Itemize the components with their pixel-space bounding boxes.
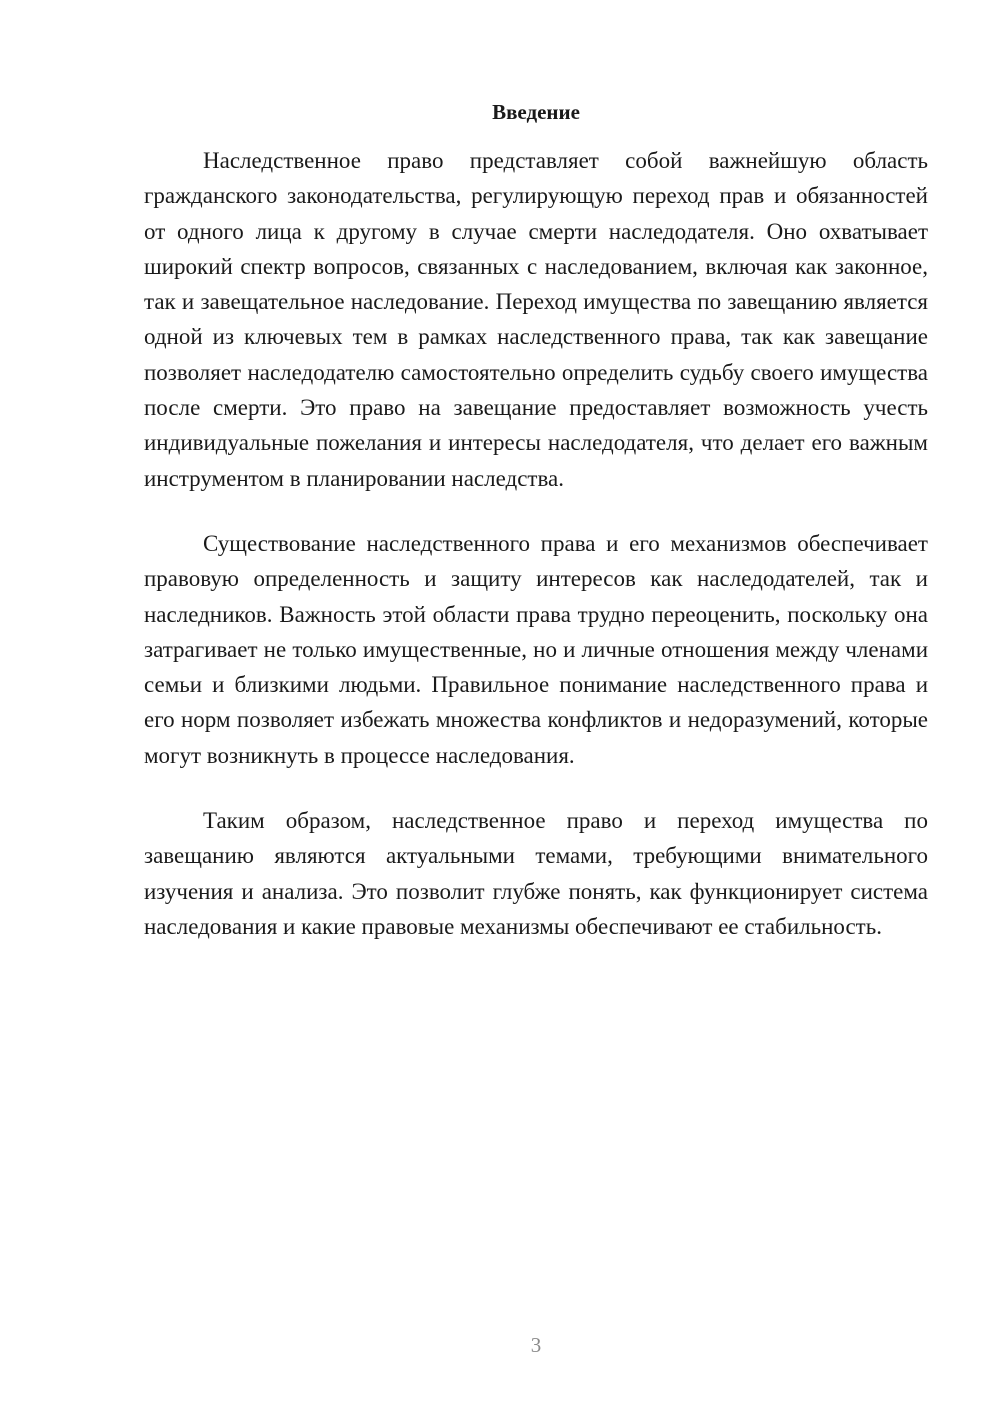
paragraph-1: Наследственное право представляет собой важнейшую область гражданского законодательства, регулирующую переход прав и обязанностей от одного лица к другому в случае смерти наследодателя. Оно охватывает широкий спектр вопросов, связанных с наследованием, включая как законное, так и завещательное наследование. Переход имущества по завещанию является одной из ключевых тем в рамках наследственного права, так как завещание позволяет наследодателю самостоятельно определить судьбу своего имущества после смерти. Это право на завещание предоставляет возможность учесть индивидуальные пожелания и интересы наследодателя, что делает его важным инструментом в планировании наследства. xyxy=(144,148,928,491)
document-body xyxy=(144,143,928,974)
page-number: 3 xyxy=(530,1333,542,1357)
page-title: Введение xyxy=(492,100,580,124)
paragraph-2: Существование наследственного права и его механизмов обеспечивает правовую определенность и защиту интересов как наследодателей, так и наследников. Важность этой области права трудно переоценить, поскольку она затрагивает не только имущественные, но и личные отношения между членами семьи и близкими людьми. Правильное понимание наследственного права и его норм позволяет избежать множества конфликтов и недоразумений, которые могут возникнуть в процессе наследования. xyxy=(144,530,928,768)
paragraph-3: Таким образом, наследственное право и переход имущества по завещанию являются актуальными темами, требующими внимательного изучения и анализа. Это позволит глубже понять, как функционирует система наследования и какие правовые механизмы обеспечивают ее стабильность. xyxy=(144,808,928,939)
